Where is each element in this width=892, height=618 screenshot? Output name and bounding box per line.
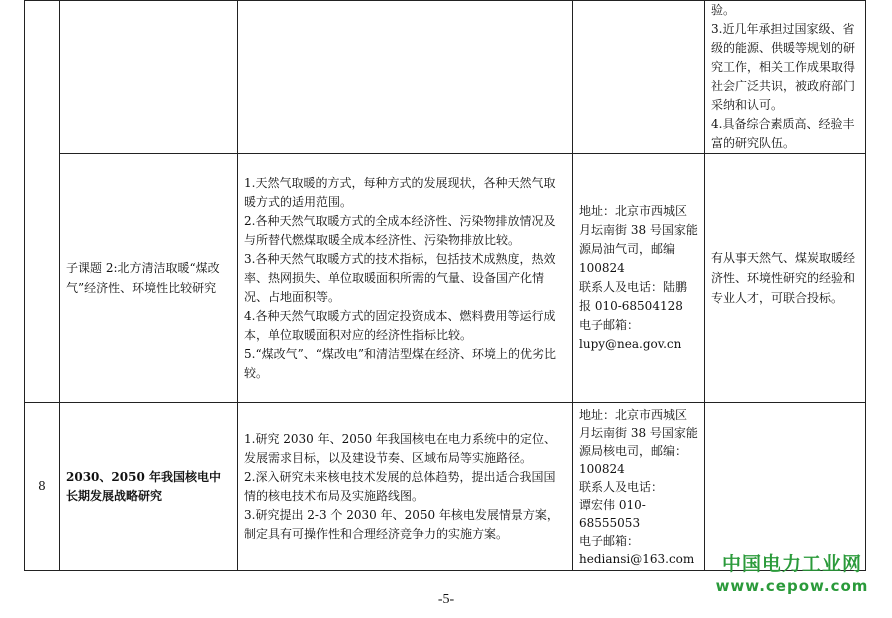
- contact-cell: [573, 403, 705, 571]
- content-item: 3.各种天然气取暖方式的技术指标，包括技术成熟度，热效率、热网损失、单位取暖面积所需的气量、设备国产化情况、占地面积等。: [244, 251, 556, 304]
- watermark-title: 中国电力工业网: [721, 553, 862, 575]
- row-number-cell: 8: [25, 403, 60, 571]
- contact-email: hediansi@163.com: [579, 551, 695, 566]
- table-row: [25, 1, 866, 154]
- requirement-item: 4.具备综合素质高、经验丰富的研究队伍。: [711, 117, 855, 150]
- row-number-cell: [25, 1, 60, 403]
- table-row: [25, 154, 866, 403]
- contact-email: lupy@nea.gov.cn: [579, 337, 682, 351]
- content-item: 1.研究 2030 年、2050 年我国核电在电力系统中的定位、发展需求目标，以及建设节奏、区域布局等实施路径。: [244, 431, 556, 465]
- watermark-logo: [712, 552, 872, 596]
- content-cell: [238, 1, 573, 154]
- project-table: [24, 0, 866, 571]
- contact-person: 联系人及电话：陆鹏报 010-68504128: [579, 280, 688, 313]
- contact-person-label: 联系人及电话：: [579, 479, 664, 494]
- content-cell: [238, 154, 573, 403]
- requirement-item: 3.近几年承担过国家级、省级的能源、供暖等规划的研究工作，相关工作成果取得社会广泛共识，被政府部门采纳和认可。: [711, 22, 856, 112]
- topic-cell: [60, 1, 238, 154]
- content-item: 2.深入研究未来核电技术发展的总体趋势，提出适合我国国情的核电技术布局及实施路线图。: [244, 469, 556, 503]
- content-item: 4.各种天然气取暖方式的固定投资成本、燃料费用等运行成本，单位取暖面积对应的经济性指标比较。: [244, 308, 556, 342]
- topic-cell: 2030、2050 年我国核电中长期发展战略研究: [60, 403, 238, 571]
- table-row: [25, 403, 866, 571]
- watermark-url: www.cepow.com: [715, 577, 869, 595]
- requirements-cell: [705, 403, 866, 571]
- contact-person: 谭宏伟 010-68555053: [579, 497, 646, 530]
- requirement-item: 验。: [711, 3, 736, 17]
- requirement-item: 有从事天然气、煤炭取暖经济性、环境性研究的经验和专业人才，可联合投标。: [711, 251, 856, 305]
- requirements-cell: [705, 1, 866, 154]
- contact-address: 地址：北京市西城区月坛南街 38 号国家能源局核电司，邮编：100824: [579, 407, 698, 476]
- page-number: -5-: [437, 592, 455, 607]
- content-item: 3.研究提出 2-3 个 2030 年、2050 年核电发展情景方案，制定具有可操作性和合理经济竞争力的实施方案。: [244, 507, 559, 541]
- content-item: 2.各种天然气取暖方式的全成本经济性、污染物排放情况及与所替代燃煤取暖全成本经济性、污染物排放比较。: [244, 213, 556, 247]
- contact-cell: [573, 154, 705, 403]
- content-cell: [238, 403, 573, 571]
- contact-email-label: 电子邮箱：: [579, 533, 640, 548]
- contact-address: 地址：北京市西城区月坛南街 38 号国家能源局油气司，邮编 100824: [579, 204, 698, 275]
- requirements-cell: [705, 154, 866, 403]
- content-item: 1.天然气取暖的方式，每种方式的发展现状，各种天然气取暖方式的适用范围。: [244, 175, 556, 209]
- content-item: 5.“煤改气”、“煤改电”和清洁型煤在经济、环境上的优劣比较。: [244, 346, 556, 380]
- contact-email-label: 电子邮箱：: [579, 318, 640, 332]
- contact-cell: [573, 1, 705, 154]
- topic-cell: 子课题 2:北方清洁取暖“煤改气”经济性、环境性比较研究: [60, 154, 238, 403]
